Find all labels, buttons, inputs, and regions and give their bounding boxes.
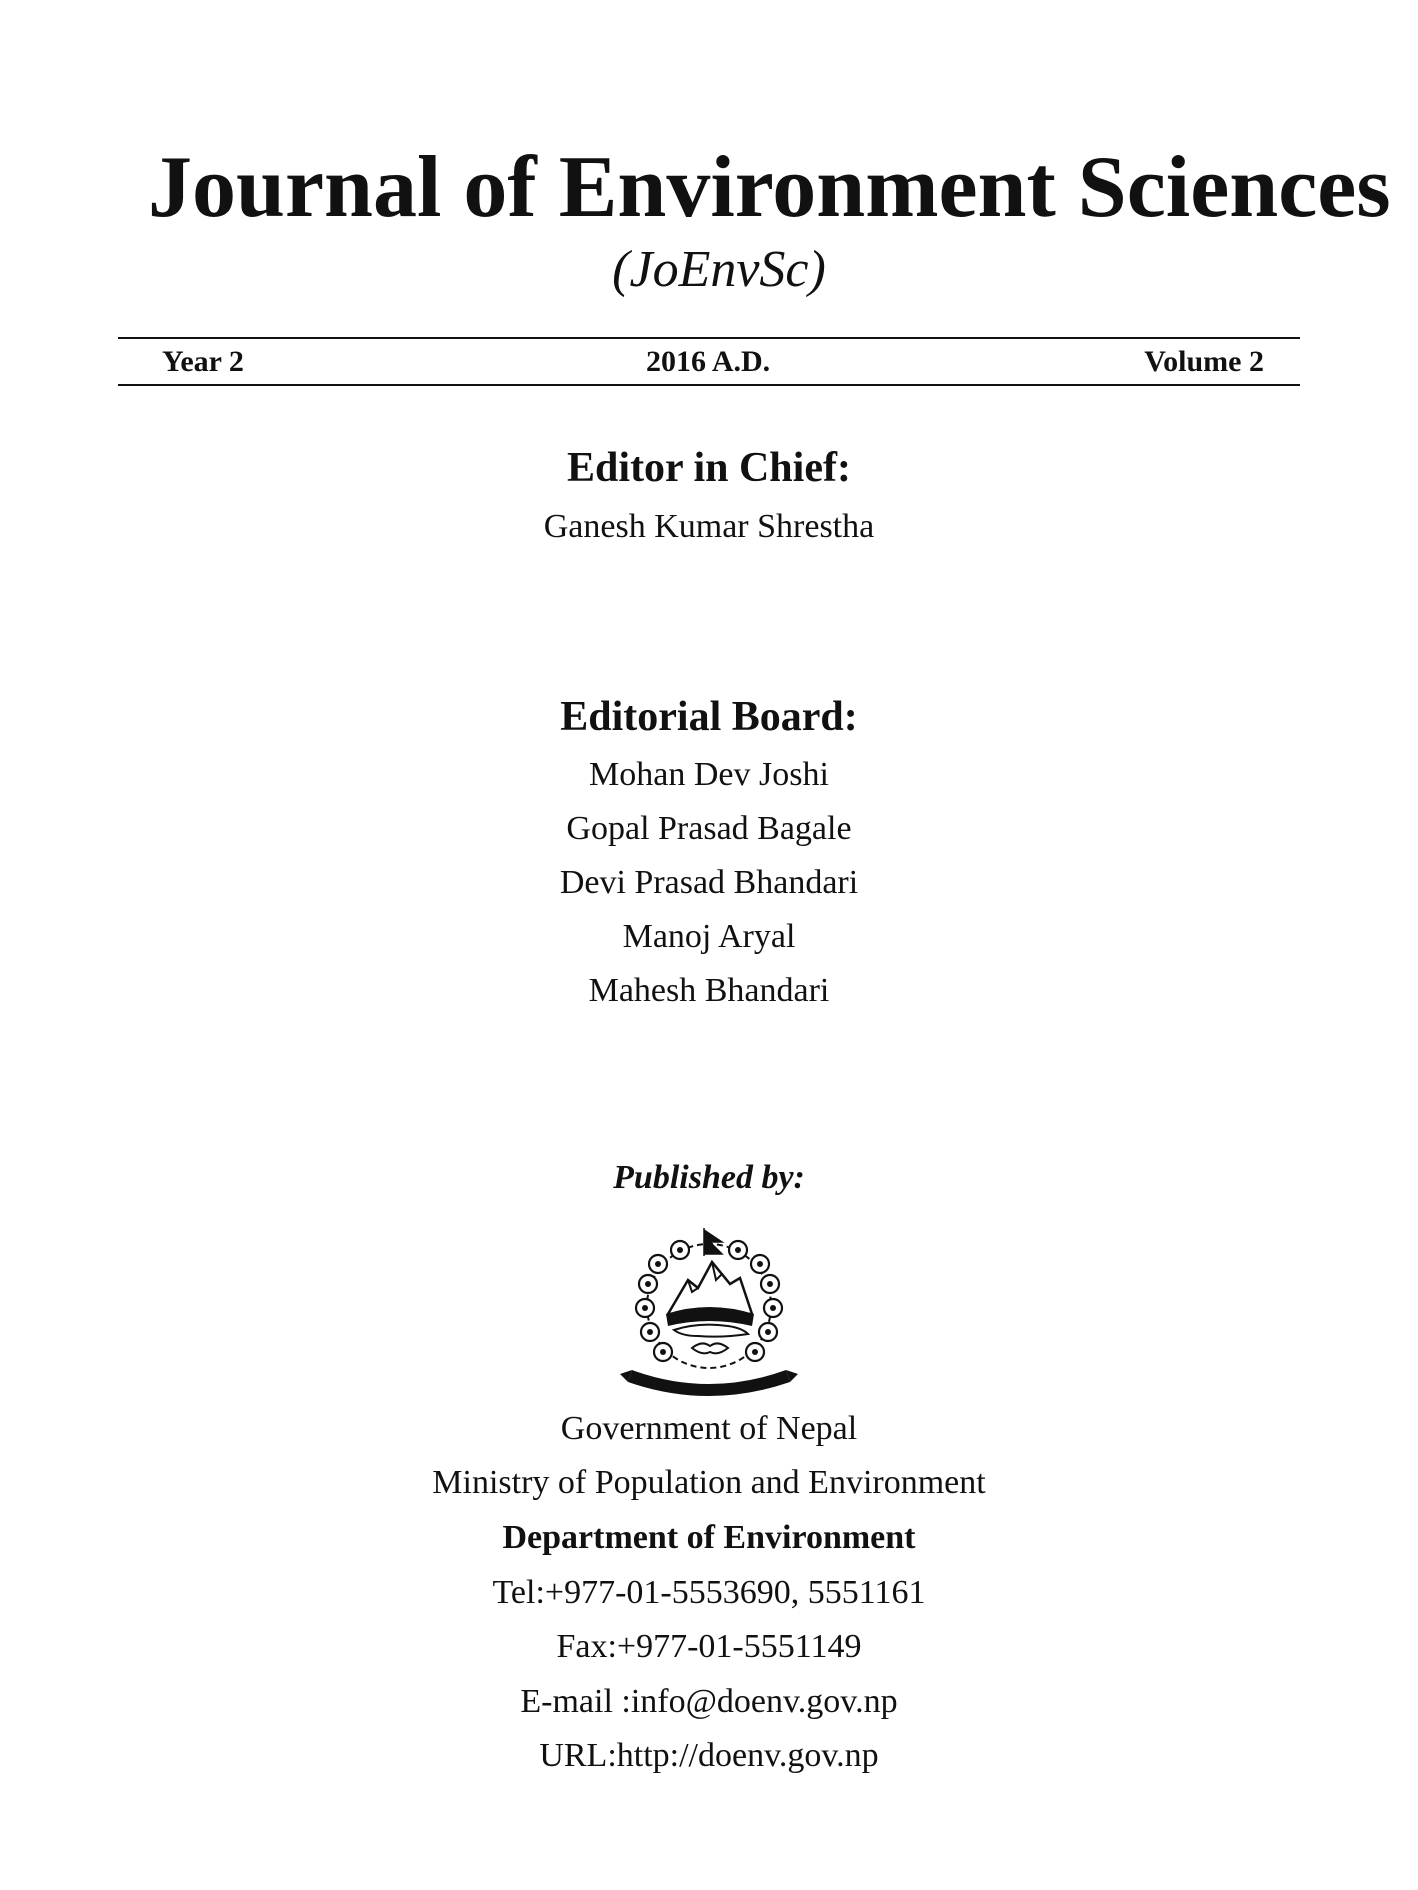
issue-info-row xyxy=(118,340,1300,384)
publisher-government: Government of Nepal xyxy=(560,1410,858,1447)
publisher-department: Department of Environment xyxy=(502,1519,916,1556)
journal-title: Journal of Environment Sciences xyxy=(148,139,1391,236)
board-member: Devi Prasad Bhandari xyxy=(559,864,859,901)
board-member: Gopal Prasad Bagale xyxy=(566,810,852,847)
publisher-email: E-mail :info@doenv.gov.np xyxy=(520,1683,898,1720)
published-by-label: Published by: xyxy=(613,1159,805,1196)
publisher-ministry: Ministry of Population and Environment xyxy=(432,1464,986,1501)
publisher-fax: Fax:+977-01-5551149 xyxy=(556,1628,862,1665)
editor-in-chief-heading: Editor in Chief: xyxy=(567,445,851,491)
board-member: Mohan Dev Joshi xyxy=(589,756,829,793)
issue-year: Year 2 xyxy=(162,345,244,378)
issue-date: 2016 A.D. xyxy=(646,345,771,378)
editorial-board-list xyxy=(0,748,1418,1018)
issue-volume: Volume 2 xyxy=(1144,345,1264,378)
board-member: Mahesh Bhandari xyxy=(588,972,830,1009)
nepal-coat-of-arms-icon xyxy=(618,1222,800,1404)
top-rule xyxy=(118,337,1300,339)
publisher-telephone: Tel:+977-01-5553690, 5551161 xyxy=(492,1574,926,1611)
editor-in-chief-name: Ganesh Kumar Shrestha xyxy=(543,508,875,545)
journal-abbreviation: (JoEnvSc) xyxy=(612,241,826,298)
publisher-url: URL:http://doenv.gov.np xyxy=(539,1737,879,1774)
bottom-rule xyxy=(118,384,1300,386)
board-member: Manoj Aryal xyxy=(622,918,796,955)
editorial-board-heading: Editorial Board: xyxy=(560,694,858,740)
